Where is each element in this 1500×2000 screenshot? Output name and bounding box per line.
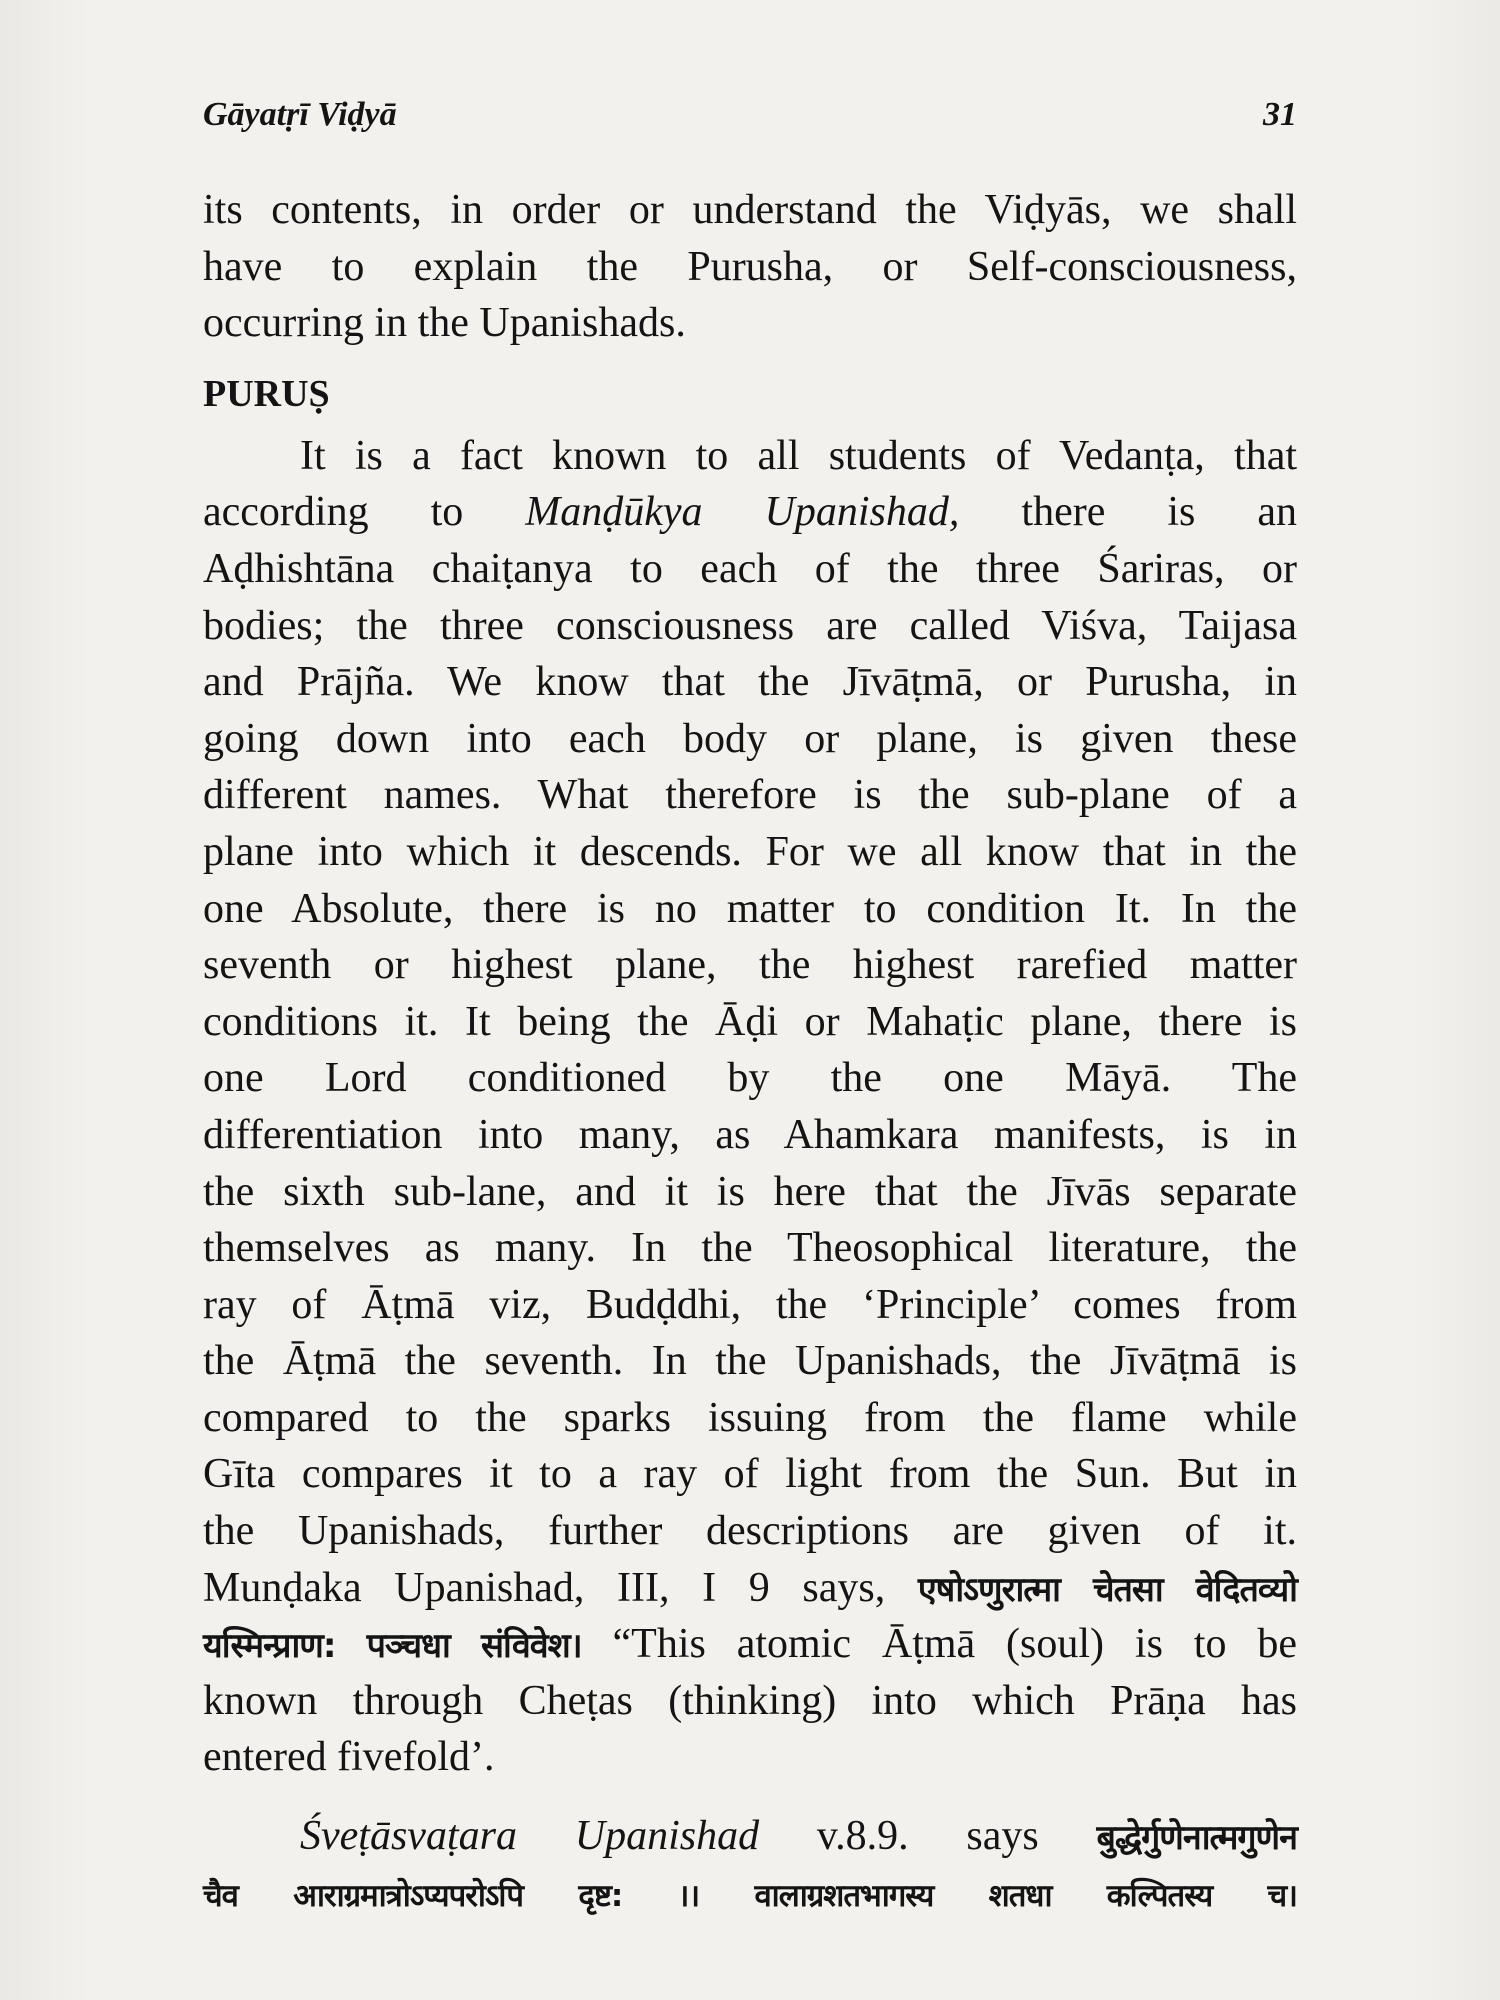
text-line	[203, 1865, 1297, 1922]
text-fragment: “This atomic Āṭmā (soul) is to be	[612, 1621, 1297, 1668]
text-line: and Prājña. We know that the Jīvāṭmā, or Purusha, in	[203, 659, 1297, 706]
text-line: conditions it. It being the Āḍi or Mahaṭic plane, there is	[203, 998, 1297, 1045]
text-line: have to explain the Purusha, or Self-consciousness,	[203, 243, 1297, 290]
sanskrit-verse: चैव आराग्रमात्रोऽप्यपरोऽपि दृष्ट: ।। वालाग्रशतभागस्य शतधा कल्पितस्य च।	[203, 1877, 1297, 1914]
text-line: different names. What therefore is the sub-plane of a	[203, 772, 1297, 819]
text-fragment: there is an	[1021, 489, 1298, 536]
text-line: one Lord conditioned by the one Māyā. The	[203, 1055, 1297, 1102]
text-line: the Upanishads, further descriptions are given of it.	[203, 1508, 1297, 1555]
text-line: the Āṭmā the seventh. In the Upanishads, the Jīvāṭmā is	[203, 1338, 1297, 1385]
text-line: It is a fact known to all students of Vedanṭa, that	[300, 432, 1297, 479]
text-line: Gīta compares it to a ray of light from the Sun. But in	[203, 1451, 1297, 1498]
text-line: ray of Āṭmā viz, Budḍdhi, the ‘Principle’ comes from	[203, 1281, 1297, 1328]
text-fragment: according to	[203, 489, 464, 536]
text-line: known through Cheṭas (thinking) into which Prāṇa has	[203, 1677, 1297, 1724]
section-heading: PURUṢ	[203, 372, 330, 415]
text-line: its contents, in order or understand the Viḍyās, we shall	[203, 187, 1297, 233]
text-line: differentiation into many, as Ahamkara manifests, is in	[203, 1111, 1297, 1158]
running-head	[203, 96, 1297, 140]
paragraph-gap	[203, 1786, 1297, 1808]
running-title: Gāyatṛī Viḍyā	[203, 96, 397, 133]
text-line	[203, 1560, 1297, 1617]
book-title: Śveṭāsvaṭara Upanishad	[300, 1813, 760, 1860]
text-line: entered fivefold’.	[203, 1734, 495, 1781]
page-number: 31	[1263, 96, 1297, 133]
sanskrit-verse: यस्मिन्प्राण: पञ्चधा संविवेश।	[203, 1626, 582, 1667]
sanskrit-verse: एषोऽणुरात्मा चेतसा वेदितव्यो	[917, 1569, 1297, 1610]
text-line	[203, 1616, 1297, 1673]
text-line: occurring in the Upanishads.	[203, 300, 686, 347]
text-line: seventh or highest plane, the highest rarefied matter	[203, 942, 1297, 989]
text-line: compared to the sparks issuing from the flame while	[203, 1394, 1297, 1441]
sanskrit-verse: बुद्धेर्गुणेनात्मगुणेन	[1096, 1818, 1297, 1859]
text-line: one Absolute, there is no matter to condition It. In the	[203, 885, 1297, 932]
body-text	[203, 182, 1297, 1921]
text-line: the sixth sub-lane, and it is here that the Jīvās separate	[203, 1168, 1297, 1215]
text-line: themselves as many. In the Theosophical literature, the	[203, 1225, 1297, 1272]
text-line	[203, 484, 1297, 541]
text-line: bodies; the three consciousness are called Viśva, Taijasa	[203, 602, 1297, 649]
book-title: Manḍūkya Upanishad,	[525, 489, 960, 536]
text-line: plane into which it descends. For we all know that in the	[203, 828, 1297, 875]
text-fragment: Munḍaka Upanishad, III, I 9 says,	[203, 1564, 886, 1611]
text-line: Aḍhishtāna chaiṭanya to each of the three Śariras, or	[203, 545, 1297, 592]
text-line: going down into each body or plane, is given these	[203, 715, 1297, 762]
text-line	[203, 1808, 1297, 1865]
text-fragment: v.8.9. says	[816, 1813, 1039, 1860]
